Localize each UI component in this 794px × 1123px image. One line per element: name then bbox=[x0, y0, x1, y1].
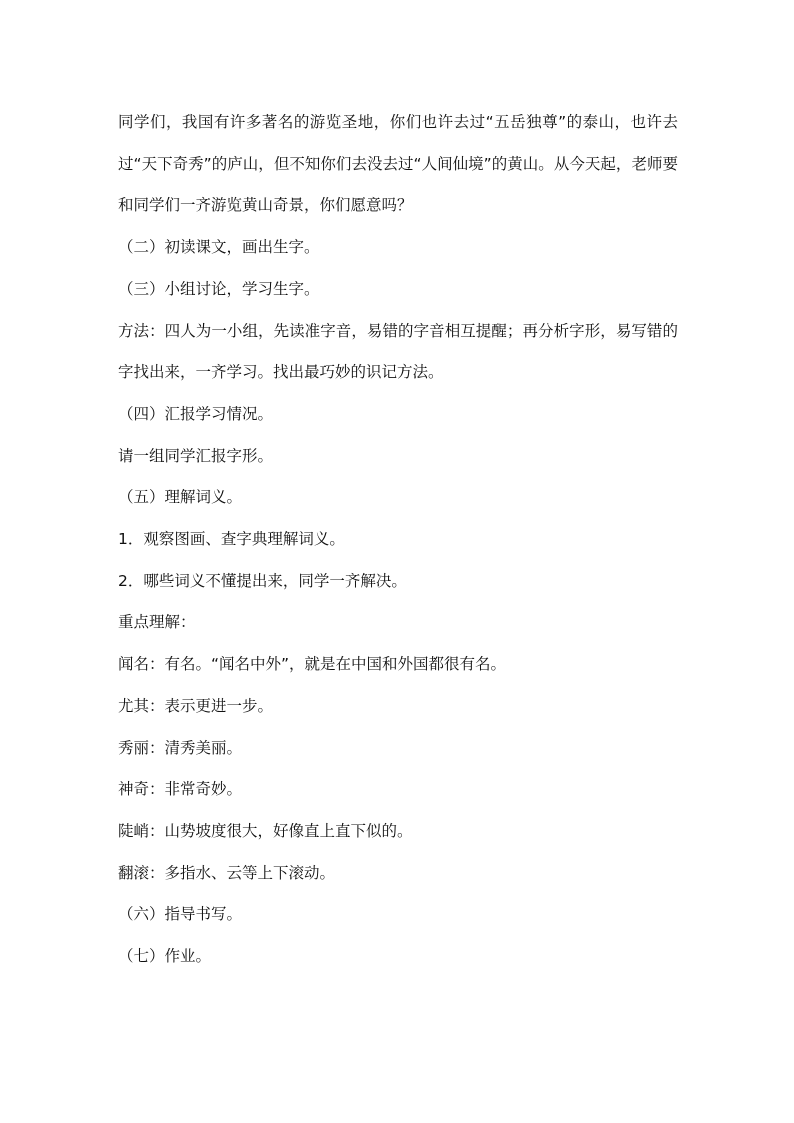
list-item-2: 2．哪些词义不懂提出来，同学一齐解决。 bbox=[118, 571, 407, 590]
step-4-heading: （四）汇报学习情况。 bbox=[118, 404, 274, 423]
list-item-1: 1．观察图画、查字典理解词义。 bbox=[118, 530, 345, 549]
step-2-heading: （二）初读课文，画出生字。 bbox=[118, 238, 320, 257]
term-doujun: 陡峭：山势坡度很大，好像直上直下似的。 bbox=[118, 821, 413, 840]
key-terms-heading: 重点理解： bbox=[118, 613, 196, 632]
step-3-heading: （三）小组讨论，学习生字。 bbox=[118, 279, 320, 298]
term-fangun: 翻滚：多指水、云等上下滚动。 bbox=[118, 863, 336, 882]
term-xiuli: 秀丽：清秀美丽。 bbox=[118, 738, 243, 757]
term-shenqi: 神奇：非常奇妙。 bbox=[118, 780, 243, 799]
step-5-heading: （五）理解词义。 bbox=[118, 488, 243, 507]
term-wenming: 闻名：有名。“闻名中外”，就是在中国和外国都很有名。 bbox=[118, 655, 507, 674]
report-line: 请一组同学汇报字形。 bbox=[118, 446, 274, 465]
step-7-heading: （七）作业。 bbox=[118, 947, 212, 966]
step-6-heading: （六）指导书写。 bbox=[118, 905, 243, 924]
term-youqi: 尤其：表示更进一步。 bbox=[118, 696, 274, 715]
document-body bbox=[118, 102, 678, 978]
method-paragraph: 方法：四人为一小组，先读准字音，易错的字音相互提醒；再分析字形，易写错的字找出来，一齐学习。找出最巧妙的识记方法。 bbox=[118, 321, 678, 382]
intro-paragraph: 同学们，我国有许多著名的游览圣地，你们也许去过“五岳独尊”的泰山，也许去过“天下奇秀”的庐山，但不知你们去没去过“人间仙境”的黄山。从今天起，老师要和同学们一齐游览黄山奇景，你们愿意吗？ bbox=[118, 113, 678, 215]
